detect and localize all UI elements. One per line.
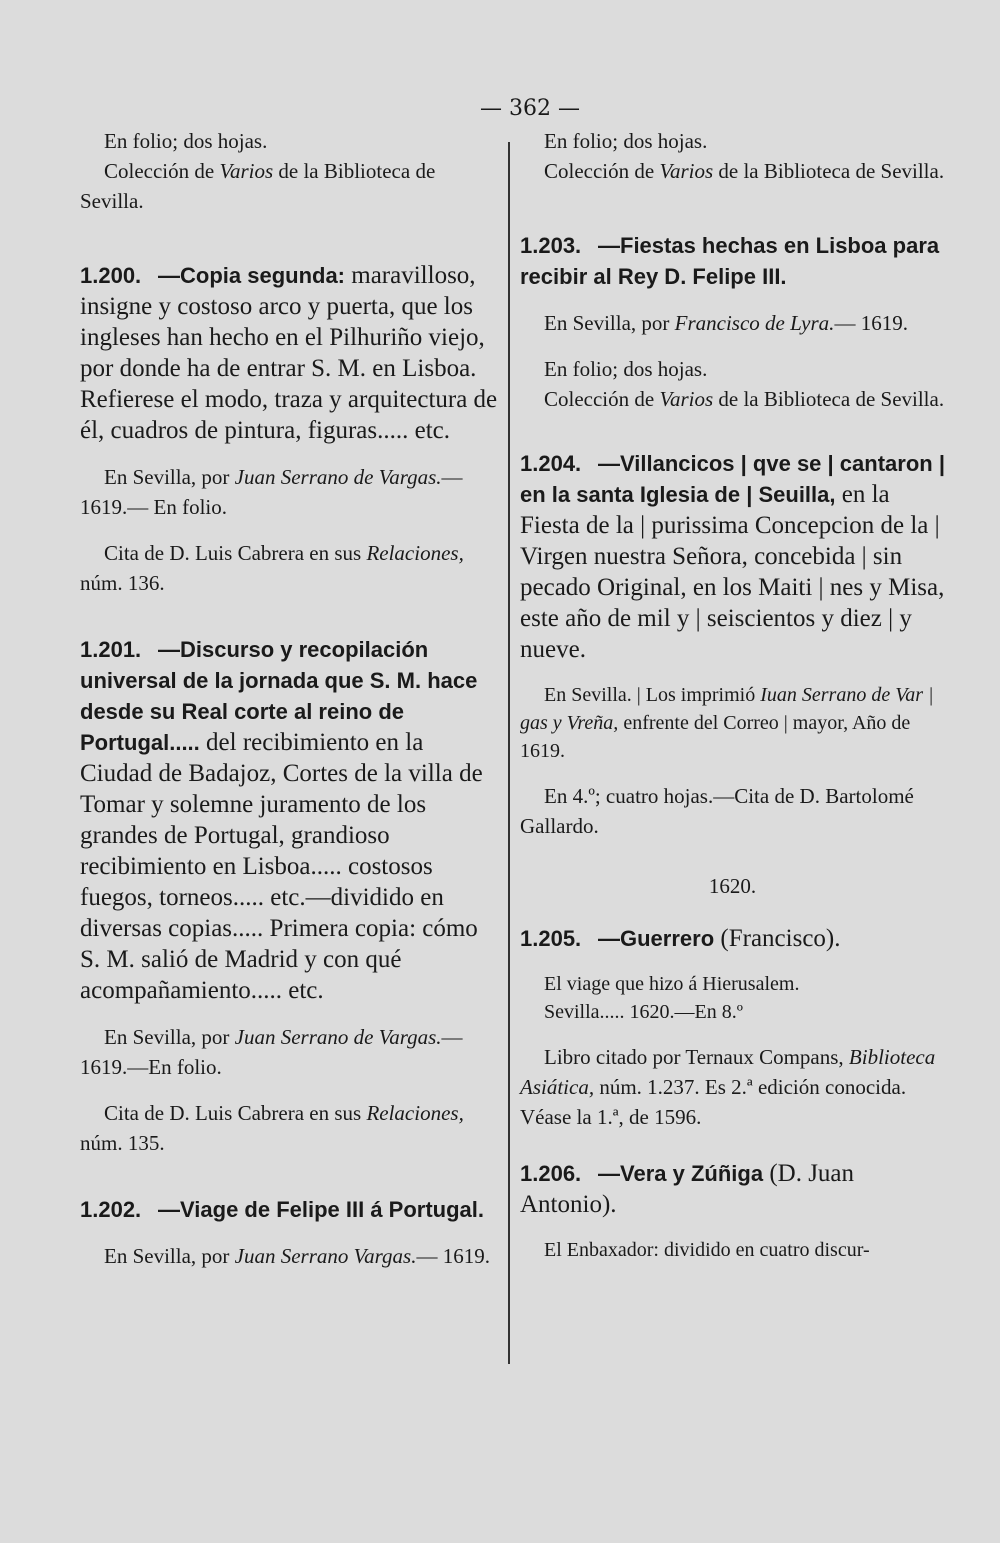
entry-number: 1.203. [520, 233, 582, 258]
right-column [520, 126, 945, 1264]
entry-title: —Copia segunda: maravilloso, insigne y costoso arco y puerta, que los ingleses han hecho en el Pilhuriño viejo, por donde ha de entrar S. M. en Lisboa. Refierese el modo, traza y arquitectura de él, cuadros de pintura, figuras..... etc. [80, 262, 498, 444]
entry-1201 [80, 634, 498, 1006]
entry-1206-line1: El Enbaxador: dividido en cuatro discur- [544, 1239, 870, 1261]
entry-number: 1.200. [80, 263, 142, 288]
entry-number: 1.205. [520, 926, 582, 951]
year-heading: 1620. [708, 874, 757, 898]
entry-title: —Vera y Zúñiga (D. Juan Antonio). [520, 1160, 855, 1218]
entry-title: —Discurso y recopilación universal de la jornada que S. M. hace desde su Real corte al reino de Portugal..... del recibimiento en la Ciudad de Badajoz, Cortes de la villa de Tomar y solemne juramento de los grandes de Portugal, grandioso recibimiento en Lisboa..... costosos fuegos, torneos..... etc.—dividido en diversas copias..... Primera copia: cómo S. M. salió de Madrid y con qué acompañamiento..... etc. [80, 637, 483, 1004]
entry-number: 1.202. [80, 1197, 142, 1222]
entry-1203-format: En folio; dos hojas. [544, 357, 708, 381]
entry-1200-imprint: En Sevilla, por Juan Serrano de Vargas.— 1619.— En folio. [80, 465, 463, 519]
page-number: — 362 — [480, 96, 580, 121]
left-format: En folio; dos hojas. [104, 129, 268, 153]
entry-title: —Villancicos | qve se | cantaron | en la santa Iglesia de | Seuilla, en la Fiesta de la | purissima Concepcion de la | Virgen nuestra Señora, concebida | sin pecado Original, en los Maiti | nes y Misa, este año de mil y | seiscientos y diez | y nueve. [520, 451, 945, 663]
left-collection: Colección de Varios de la Biblioteca de Sevilla. [80, 159, 436, 213]
entry-1200-citation: Cita de D. Luis Cabrera en sus Relaciones, núm. 136. [80, 541, 464, 595]
entry-1202 [80, 1194, 498, 1225]
entry-1203 [520, 230, 945, 292]
entry-1204-imprint: En Sevilla. | Los imprimió Iuan Serrano de Var | gas y Vreña, enfrente del Correo | mayor, Año de 1619. [520, 684, 934, 762]
entry-number: 1.206. [520, 1161, 582, 1186]
entry-1205 [520, 923, 945, 954]
entry-1202-imprint: En Sevilla, por Juan Serrano Vargas.— 1619. [104, 1244, 490, 1268]
entry-1206 [520, 1158, 945, 1220]
entry-1201-citation: Cita de D. Luis Cabrera en sus Relaciones, núm. 135. [80, 1101, 464, 1155]
entry-1205-line2: Sevilla..... 1620.—En 8.º [544, 1001, 743, 1023]
entry-1203-collection: Colección de Varios de la Biblioteca de Sevilla. [544, 387, 945, 411]
entry-title: —Viage de Felipe III á Portugal. [158, 1197, 485, 1222]
entry-number: 1.204. [520, 451, 582, 476]
entry-1205-line1: El viage que hizo á Hierusalem. [544, 973, 800, 995]
left-column [80, 126, 498, 1271]
column-divider [508, 142, 510, 1364]
entry-number: 1.201. [80, 637, 142, 662]
entry-1205-note: Libro citado por Ternaux Compans, Biblioteca Asiática, núm. 1.237. Es 2.ª edición conocida. Véase la 1.ª, de 1596. [520, 1045, 936, 1129]
entry-1203-imprint: En Sevilla, por Francisco de Lyra.— 1619. [544, 311, 908, 335]
entry-1200 [80, 260, 498, 446]
entry-title: —Fiestas hechas en Lisboa para recibir al Rey D. Felipe III. [520, 233, 940, 289]
entry-title: —Guerrero (Francisco). [598, 925, 841, 952]
entry-1204-format: En 4.º; cuatro hojas.—Cita de D. Bartolomé Gallardo. [520, 784, 914, 838]
entry-1201-imprint: En Sevilla, por Juan Serrano de Vargas.— 1619.—En folio. [80, 1025, 463, 1079]
right-format: En folio; dos hojas. [544, 129, 708, 153]
entry-1204 [520, 448, 945, 665]
right-collection: Colección de Varios de la Biblioteca de Sevilla. [544, 159, 945, 183]
